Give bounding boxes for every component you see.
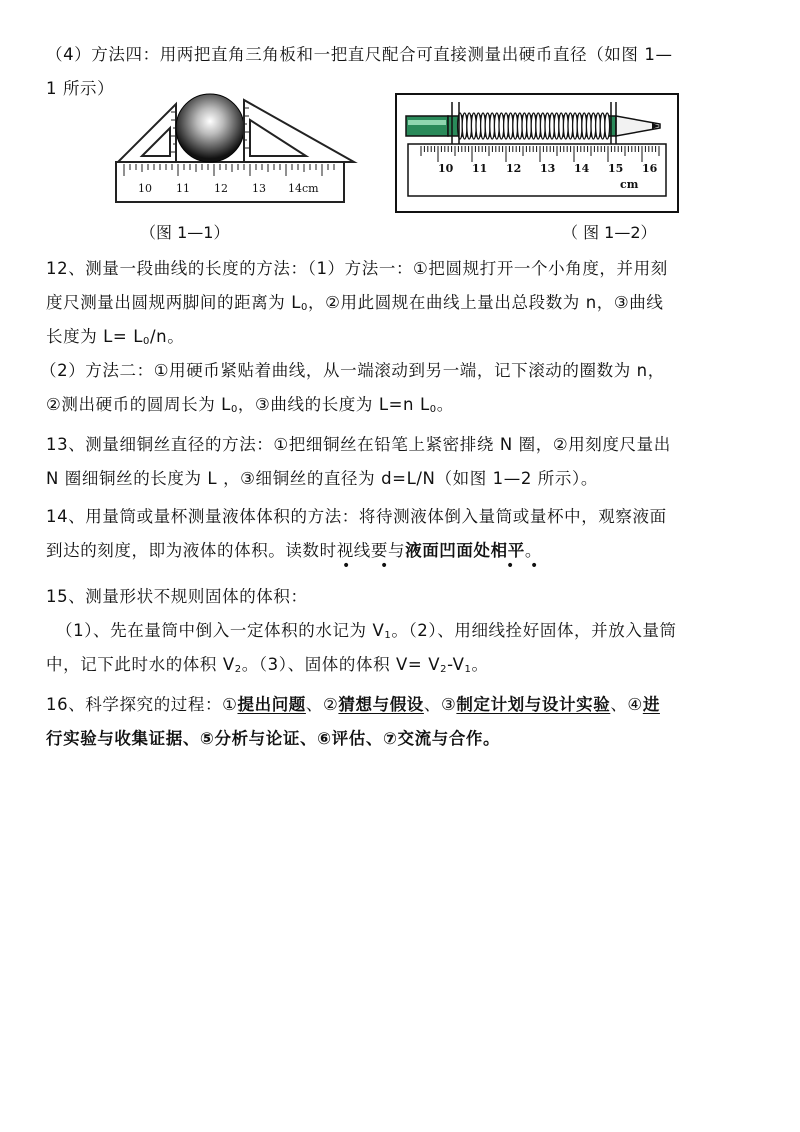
ruler-label: 14 bbox=[574, 162, 590, 175]
step-text: 猜想与假设 bbox=[338, 695, 424, 714]
text-line: 12、测量一段曲线的长度的方法：（1）方法一：①把圆规打开一个小角度，并用刻 bbox=[46, 259, 668, 278]
text-line: （1）、先在量筒中倒入一定体积的水记为 $V_1$。（2）、用细线拴好固体，并放入量筒 bbox=[56, 621, 677, 641]
text-line: 到达的刻度，即为液体的体积。读数时视线要与液面凹面处相平。 bbox=[46, 541, 542, 560]
ruler-label: 11 bbox=[176, 182, 190, 195]
text-line: 14、用量筒或量杯测量液体体积的方法：将待测液体倒入量筒或量杯中，观察液面 bbox=[46, 507, 667, 526]
ruler-label: 13 bbox=[252, 182, 266, 195]
ruler-label: 12 bbox=[506, 162, 522, 175]
emphasis-text: 液面凹面处相平 bbox=[405, 541, 525, 560]
step-text: 行实验与收集证据 bbox=[46, 729, 183, 748]
text-line: ②测出硬币的圆周长为 $L_0$，③曲线的长度为 L=n $L_0$。 bbox=[46, 395, 454, 415]
text-line: 16、科学探究的过程：①提出问题、②猜想与假设、③制定计划与设计实验、④进 bbox=[46, 695, 660, 714]
item-12-curve-length bbox=[40, 252, 756, 422]
right-set-square bbox=[244, 100, 354, 162]
item-15-solid-volume bbox=[46, 580, 756, 682]
emphasis-dots: • bbox=[380, 558, 397, 574]
ruler-label: 12 bbox=[214, 182, 228, 195]
step-text: 分析与论证 bbox=[214, 729, 300, 748]
figure-1-2-wire-measurement bbox=[394, 92, 680, 216]
text-line: （2）方法二：①用硬币紧贴着曲线，从一端滚动到另一端，记下滚动的圈数为 n， bbox=[40, 361, 665, 380]
ruler-label: 10 bbox=[438, 162, 454, 175]
figure-1-2-caption: （ 图 1—2） bbox=[562, 223, 657, 242]
text-line: 15、测量形状不规则固体的体积： bbox=[46, 587, 308, 606]
item-16-inquiry-process bbox=[46, 688, 756, 756]
text-line: 长度为 $L= L_0/n$。 bbox=[46, 327, 185, 347]
text-line: （4）方法四：用两把直角三角板和一把直尺配合可直接测量出硬币直径（如图 1— bbox=[46, 45, 673, 64]
ruler-label: 11 bbox=[472, 162, 488, 175]
figure-1-1-caption: （图 1—1） bbox=[140, 223, 230, 242]
text-line: 行实验与收集证据、⑤分析与论证、⑥评估、⑦交流与合作。 bbox=[46, 729, 501, 748]
item-14-liquid-volume bbox=[46, 500, 756, 568]
text-line: 1 所示） bbox=[46, 79, 115, 98]
ruler-label: 10 bbox=[138, 182, 152, 195]
ruler-label: 16 bbox=[642, 162, 658, 175]
emphasis-dots: • bbox=[506, 558, 523, 574]
coin bbox=[176, 94, 244, 162]
ruler-unit: cm bbox=[620, 178, 639, 191]
step-text: 进 bbox=[642, 695, 660, 714]
left-set-square bbox=[118, 104, 176, 162]
text-line: N 圈细铜丝的长度为 L ，③细铜丝的直径为 d=L/N（如图 1—2 所示）。 bbox=[46, 469, 598, 488]
wire-loop bbox=[605, 113, 610, 139]
text-line: 度尺测量出圆规两脚间的距离为 $L_0$，②用此圆规在曲线上量出总段数为 n，③曲线 bbox=[46, 293, 664, 313]
ruler-label: 14cm bbox=[288, 182, 319, 195]
step-text: 提出问题 bbox=[237, 695, 306, 714]
figure-1-1-coin-measurement bbox=[110, 92, 360, 212]
ruler-label: 15 bbox=[608, 162, 624, 175]
wire-coil bbox=[458, 113, 610, 139]
text-line: 中，记下此时水的体积 $V_2$。（3）、固体的体积 $V= V_2-V_1$。 bbox=[46, 655, 489, 675]
step-text: 评估 bbox=[331, 729, 366, 748]
item-13-wire-diameter bbox=[46, 428, 756, 496]
step-text: 交流与合作 bbox=[397, 729, 484, 748]
emphasis-dots: • bbox=[342, 558, 359, 574]
ruler-label: 13 bbox=[540, 162, 556, 175]
text-line: 13、测量细铜丝直径的方法：①把细铜丝在铅笔上紧密排绕 N 圈，②用刻度尺量出 bbox=[46, 435, 671, 454]
step-text: 制定计划与设计实验 bbox=[456, 695, 611, 714]
emphasis-dots: • bbox=[530, 558, 547, 574]
